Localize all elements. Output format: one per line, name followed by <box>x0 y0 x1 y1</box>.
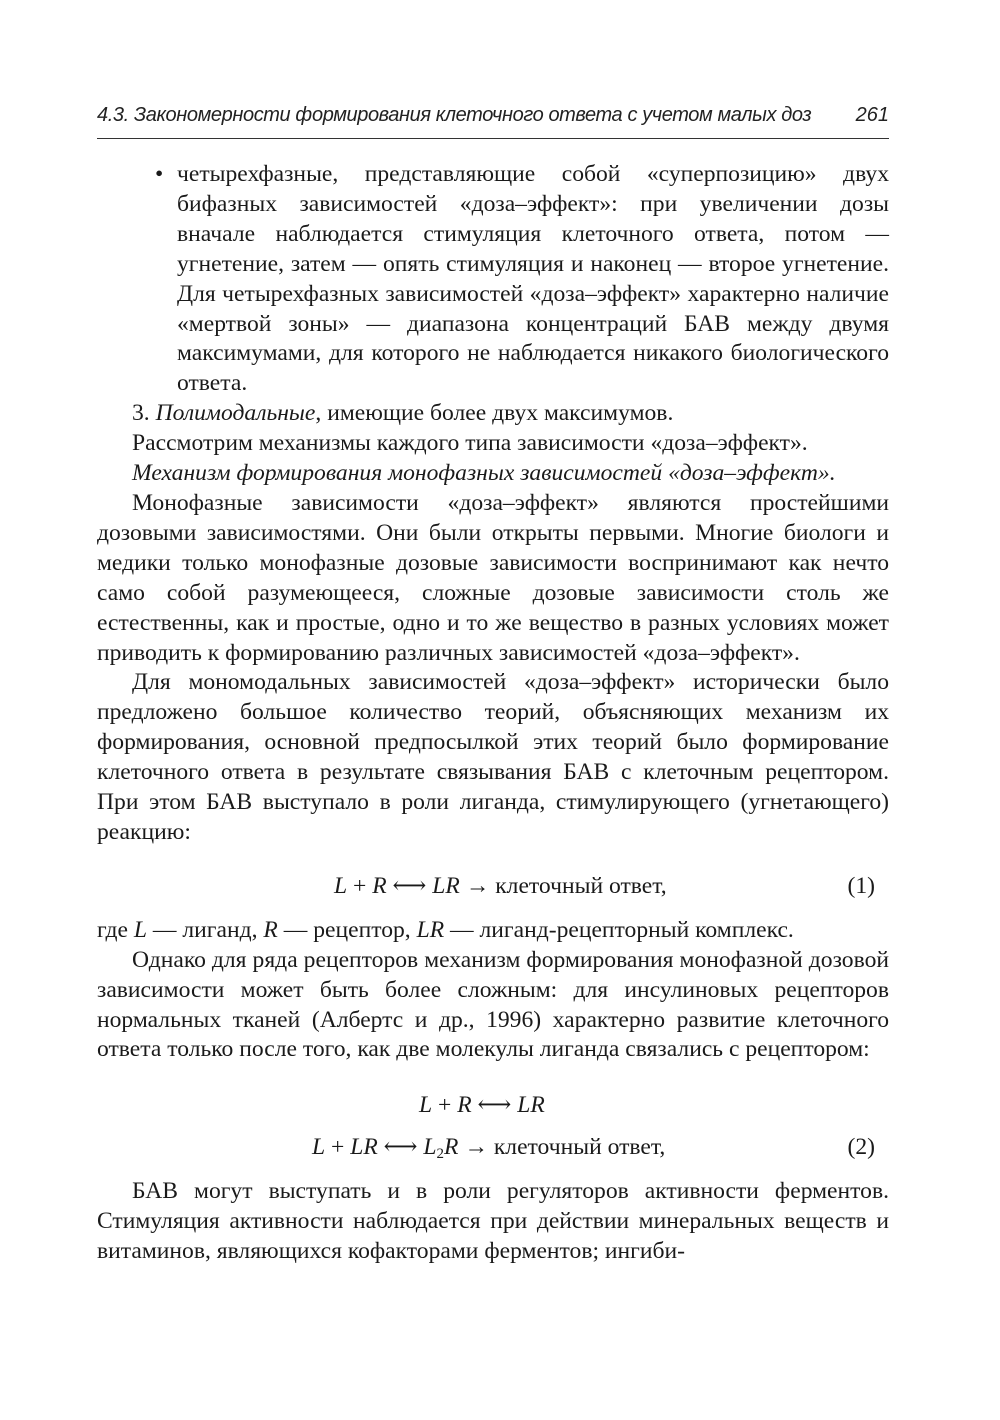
page-number: 261 <box>855 104 889 126</box>
formula-1-expression: L + R ⟷ LR → клеточный ответ, <box>334 872 667 899</box>
bullet-text: четырехфазные, представляющие собой «суперпозицию» двух бифазных зависимостей «доза–эффект»: при увеличении дозы вначале наблюдается стимуляция клеточного ответа, потом — угнетение, затем — опять стимуляция и наконец — второе угнетение. Для четырехфазных зависимостей «доза–эффект» характерно наличие «мертвой зоны» — диапазона концентраций БАВ между двумя максимумами, для которого не наблюдается никакого биологического ответа. <box>177 161 889 397</box>
paragraph-bav: БАВ могут выступать и в роли регуляторов активности ферментов. Стимуляция активности наблюдается при действии минеральных веществ и витаминов, являющихся кофакторами ферментов; ингиби- <box>97 1178 889 1265</box>
list-item-four-phase <box>155 160 889 399</box>
formula-2b <box>97 1133 889 1163</box>
formula-2b-expression: L + LR ⟷ $L_2R$ → клеточный ответ, <box>312 1134 666 1163</box>
bullet-marker: • <box>155 161 164 187</box>
formula-1 <box>97 872 889 902</box>
paragraph-consider: Рассмотрим механизмы каждого типа зависимости «доза–эффект». <box>132 430 808 457</box>
list-item-polymodal <box>97 399 889 429</box>
item-number: 3. <box>132 400 156 427</box>
paragraph-where: где L — лиганд, R — рецептор, LR — лиганд-рецепторный комплекс. <box>97 916 794 943</box>
running-header <box>97 98 889 139</box>
formula-2a-expression: L + R ⟷ LR <box>419 1092 545 1119</box>
item-text: , имеющие более двух максимумов. <box>315 400 674 427</box>
paragraph-however: Однако для ряда рецепторов механизм формирования монофазной дозовой зависимости может быть более сложным: для инсулиновых рецепторов нормальных тканей (Албертс и др., 1996) характерно развитие клеточного ответа только после того, как две молекулы лиганда связались с рецептором: <box>97 946 889 1063</box>
paragraph-monomodal: Для мономодальных зависимостей «доза–эффект» исторически было предложено большое количество теорий, объясняющих механизм их формирования, основной предпосылкой этих теорий было формирование клеточного ответа в результате связывания БАВ с клеточным рецептором. При этом БАВ выступало в роли лиганда, стимулирующего (угнетающего) реакцию: <box>97 669 889 845</box>
formula-1-number: (1) <box>847 872 875 899</box>
formula-2a <box>97 1091 889 1121</box>
item-term: Полимодальные <box>155 400 316 427</box>
formula-2-number: (2) <box>847 1134 875 1161</box>
subheading-text: Механизм формирования монофазных зависимостей «доза–эффект». <box>132 460 836 487</box>
subheading <box>97 459 889 489</box>
page-body <box>97 160 889 1267</box>
running-title: 4.3. Закономерности формирования клеточного ответа с учетом малых доз <box>97 104 812 126</box>
paragraph-monophasic: Монофазные зависимости «доза–эффект» являются простейшими дозовыми зависимостями. Они были открыты первыми. Многие биологи и медики только монофазные дозовые зависимости воспринимают как нечто само собой разумеющееся, сложные дозовые зависимости столь же естественны, как и простые, одно и то же вещество в разных условиях может приводить к формированию различных зависимостей «доза–эффект». <box>97 489 889 666</box>
